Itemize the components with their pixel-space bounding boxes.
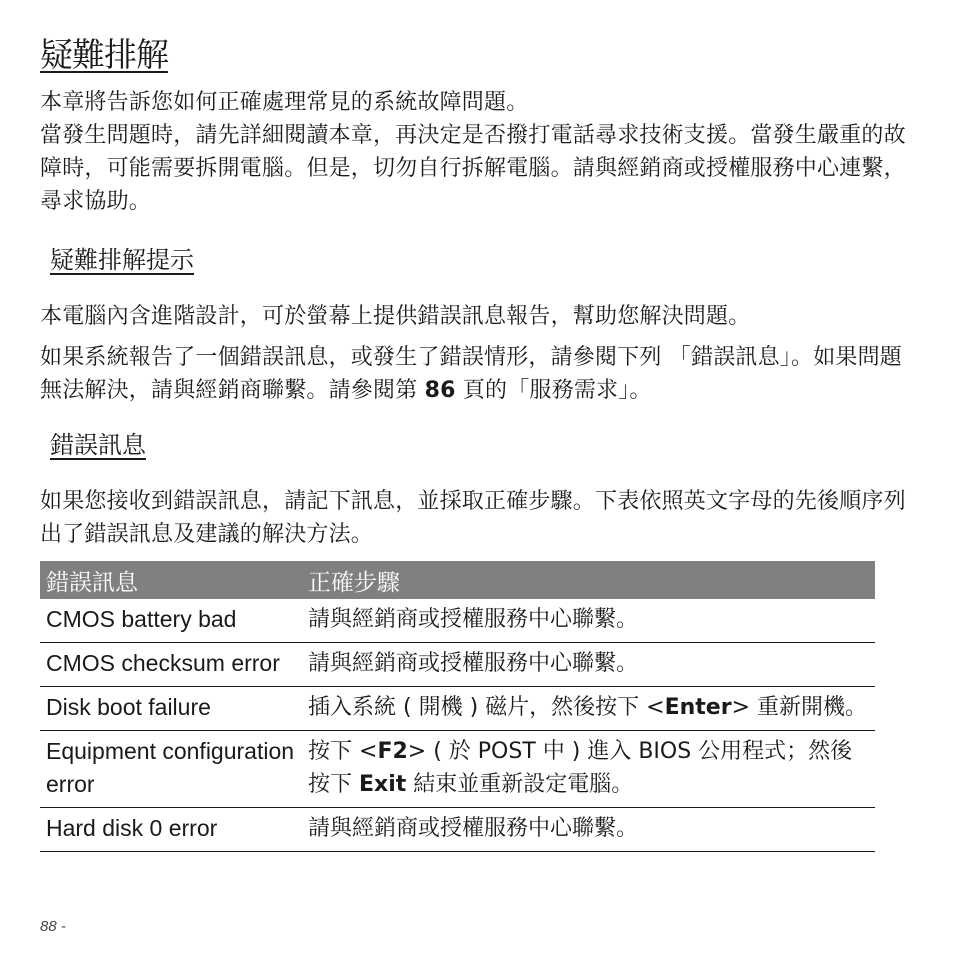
action-text: > 重新開機。 — [731, 695, 867, 720]
tips-paragraph-2-text-b: 頁的「服務需求」。 — [455, 378, 652, 403]
error-message-cell: Disk boot failure — [40, 687, 302, 731]
table-row — [40, 687, 875, 731]
page-content — [40, 30, 916, 852]
tips-heading: 疑難排解提示 — [50, 246, 194, 274]
table-header-row — [40, 561, 875, 599]
error-message-cell: Hard disk 0 error — [40, 808, 302, 852]
table-row — [40, 599, 875, 643]
error-action-cell: 請與經銷商或授權服務中心聯繫。 — [302, 808, 875, 852]
table-row — [40, 731, 875, 808]
table-header-action: 正確步驟 — [302, 561, 875, 599]
error-message-cell: CMOS checksum error — [40, 643, 302, 687]
page-title: 疑難排解 — [40, 35, 168, 74]
error-action-cell: 請與經銷商或授權服務中心聯繫。 — [302, 599, 875, 643]
action-text: 按下 < — [308, 739, 378, 764]
action-text: 插入系統 ( 開機 ) 磁片，然後按下 < — [308, 695, 665, 720]
tips-page-reference: 86 — [424, 378, 456, 403]
intro-line-1: 本章將告訴您如何正確處理常見的系統故障問題。 — [40, 90, 529, 115]
error-action-cell — [302, 687, 875, 731]
errors-heading: 錯誤訊息 — [50, 431, 146, 459]
tips-paragraph-2 — [40, 341, 916, 407]
error-action-cell — [302, 731, 875, 808]
error-message-cell: Equipment configuration error — [40, 731, 302, 808]
key-label: F2 — [377, 739, 408, 764]
table-row — [40, 808, 875, 852]
page-number: 88 - — [40, 918, 66, 935]
table-row — [40, 643, 875, 687]
errors-paragraph: 如果您接收到錯誤訊息，請記下訊息，並採取正確步驟。下表依照英文字母的先後順序列出了錯誤訊息及建議的解決方法。 — [40, 489, 906, 547]
error-message-cell: CMOS battery bad — [40, 599, 302, 643]
table-header-message: 錯誤訊息 — [40, 561, 302, 599]
action-text: 結束並重新設定電腦。 — [406, 772, 634, 797]
action-text: > ( 於 POST 中 ) 進入 BIOS 公用程式；然後按下 — [308, 739, 853, 797]
error-action-cell: 請與經銷商或授權服務中心聯繫。 — [302, 643, 875, 687]
intro-paragraph — [40, 86, 916, 218]
tips-paragraph-1: 本電腦內含進階設計，可於螢幕上提供錯誤訊息報告，幫助您解決問題。 — [40, 304, 751, 329]
intro-line-2: 當發生問題時，請先詳細閱讀本章，再決定是否撥打電話尋求技術支援。當發生嚴重的故障時，可能需要拆開電腦。但是，切勿自行拆解電腦。請與經銷商或授權服務中心連繫，尋求協助。 — [40, 123, 906, 214]
tips-paragraph-2-text-a: 如果系統報告了一個錯誤訊息，或發生了錯誤情形，請參閱下列 「錯誤訊息」。如果問題無法解決，請與經銷商聯繫。請參閱第 — [40, 345, 902, 403]
key-label: Exit — [359, 772, 407, 797]
error-message-table — [40, 561, 875, 852]
key-label: Enter — [664, 695, 732, 720]
